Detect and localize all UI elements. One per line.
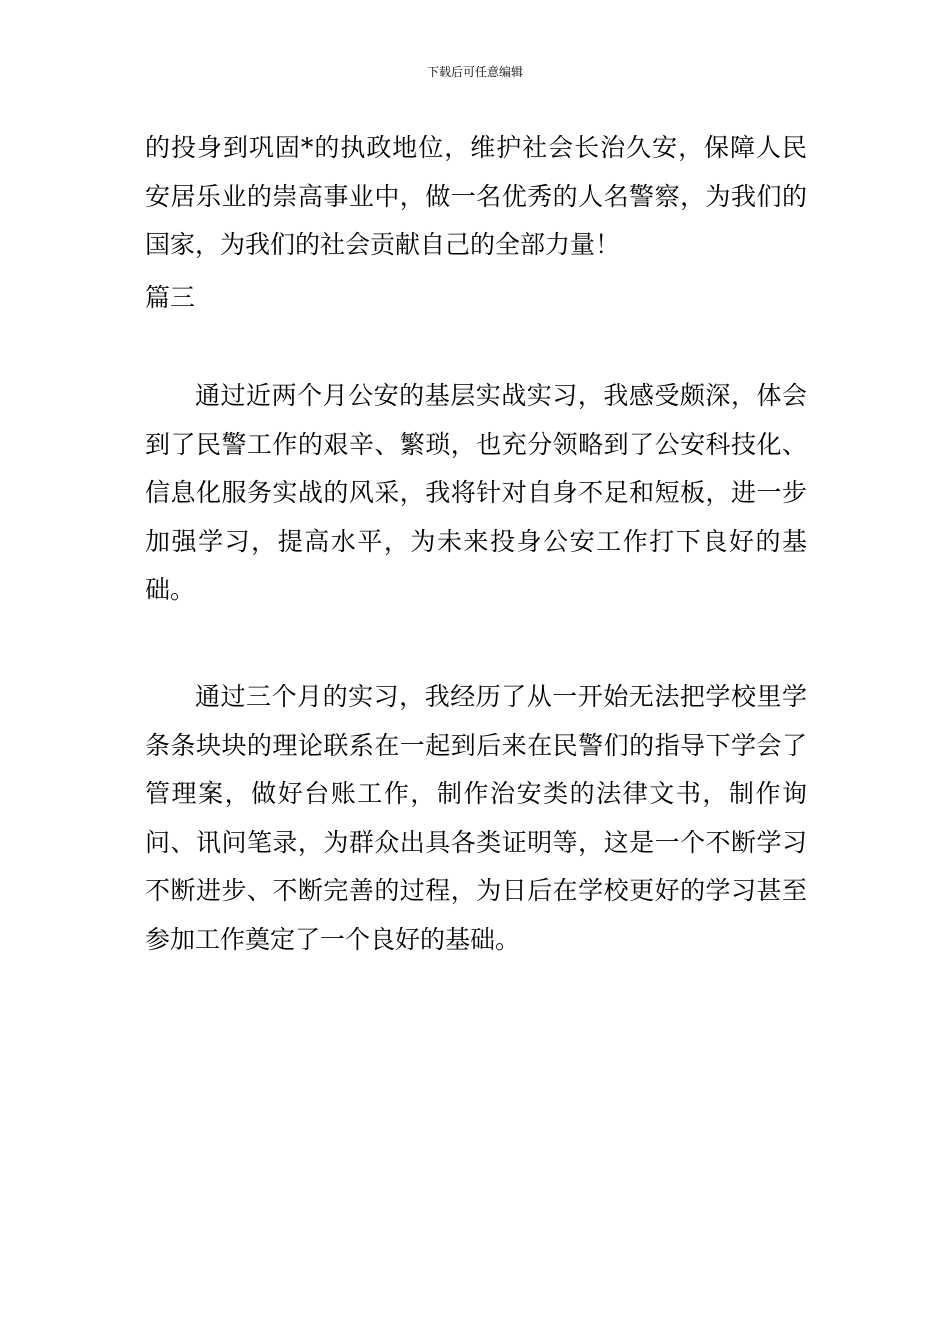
section-heading: 篇三: [145, 283, 196, 312]
page-header: 下载后可任意编辑: [426, 65, 523, 79]
continuation-paragraph: 的投身到巩固*的执政地位，维护社会长治久安，保障人民安居乐业的崇高事业中，做一名优秀的人名警察，为我们的国家，为我们的社会贡献自己的全部力量！: [145, 133, 807, 259]
body-paragraph-1: 通过近两个月公安的基层实战实习，我感受颇深，体会到了民警工作的艰辛、繁琐，也充分领略到了公安科技化、信息化服务实战的风采，我将针对自身不足和短板，进一步加强学习，提高水平，为未来投身公安工作打下良好的基础。: [145, 381, 807, 604]
body-paragraph-2: 通过三个月的实习，我经历了从一开始无法把学校里学条条块块的理论联系在一起到后来在民警们的指导下学会了管理案，做好台账工作，制作治安类的法律文书，制作询问、讯问笔录，为群众出具各类证明等，这是一个不断学习不断进步、不断完善的过程，为日后在学校更好的学习甚至参加工作奠定了一个良好的基础。: [145, 682, 807, 954]
